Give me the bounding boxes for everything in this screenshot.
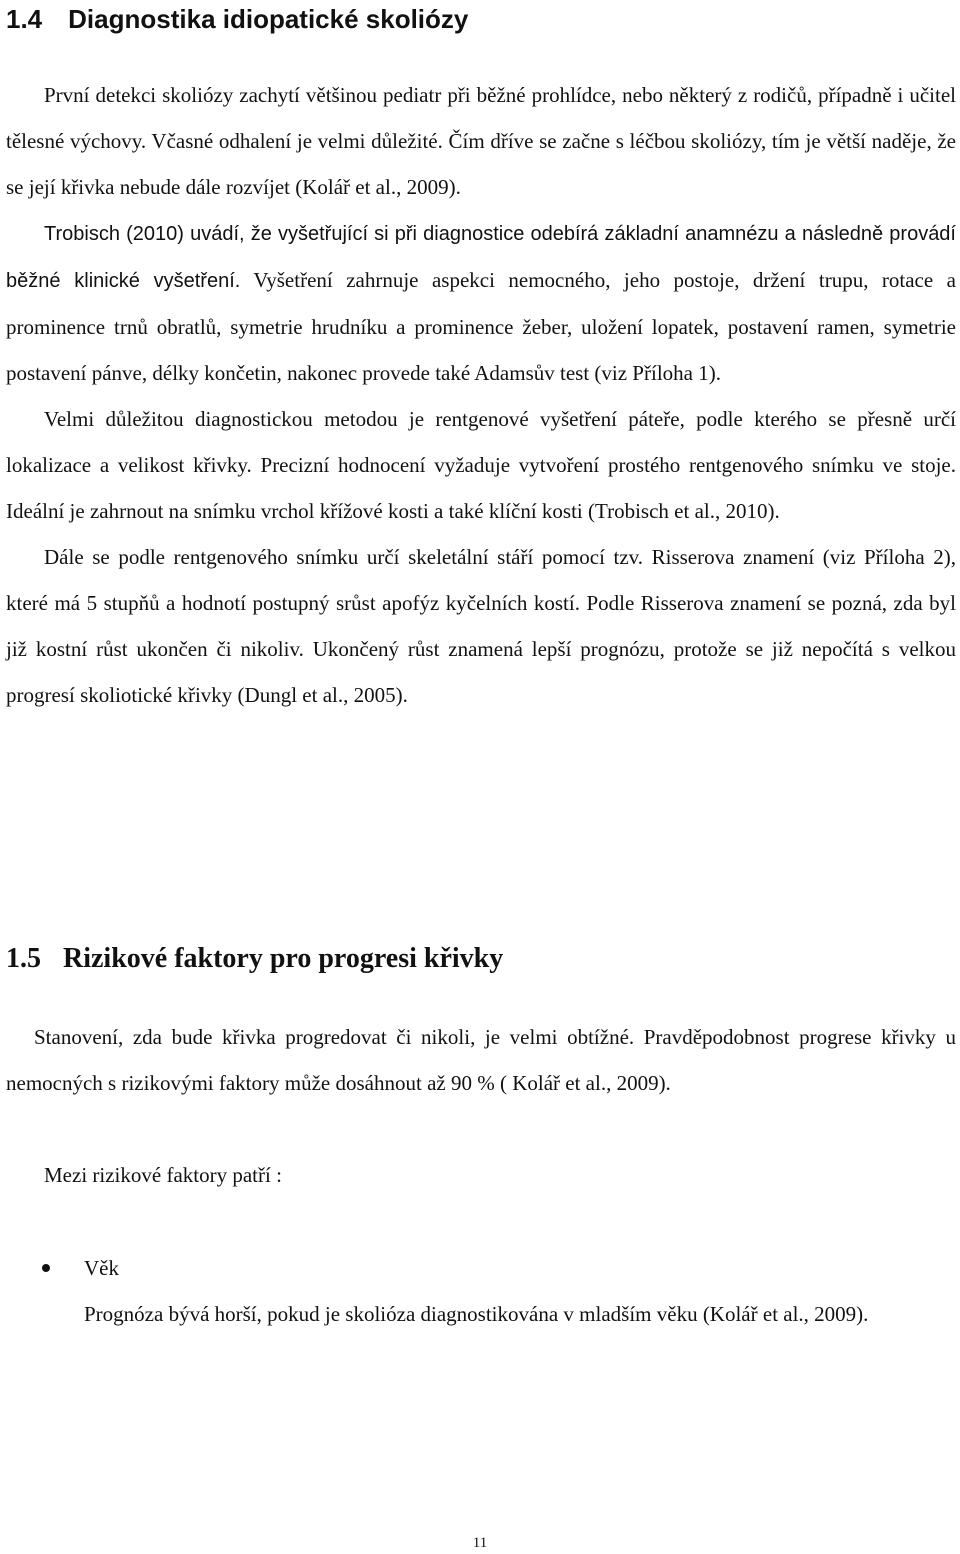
section-heading-1-4 (6, 2, 468, 36)
section-title: Rizikové faktory pro progresi křivky (63, 943, 504, 974)
paragraph: Dále se podle rentgenového snímku určí skeletální stáří pomocí tzv. Risserova znamení (viz Příloha 2), které má 5 stupňů a hodnotí postupný srůst apofýz kyčelních kostí. Podle Risserova znamení se pozná, zda byl již kostní růst ukončen či nikoliv. Ukončený růst znamená lepší prognózu, protože se již nepočítá s velkou progresí skoliotické křivky (Dungl et al., 2005). (6, 545, 956, 707)
bullet-icon (42, 1264, 50, 1272)
paragraph: První detekci skoliózy zachytí většinou pediatr při běžné prohlídce, nebo některý z rodičů, případně i učitel tělesné výchovy. Včasné odhalení je velmi důležité. Čím dříve se začne s léčbou skoliózy, tím je větší naděje, že se její křivka nebude dále rozvíjet (Kolář et al., 2009). (6, 83, 956, 199)
section-title: Diagnostika idiopatické skoliózy (68, 4, 469, 34)
section-number: 1.5 (6, 943, 41, 974)
section-1-4-body (6, 72, 956, 718)
page-number: 11 (472, 1535, 488, 1551)
paragraph: Stanovení, zda bude křivka progredovat či nikoli, je velmi obtížné. Pravděpodobnost progrese křivky u nemocných s rizikovými faktory může dosáhnout až 90 % ( Kolář et al., 2009). (6, 1025, 956, 1095)
paragraph (6, 210, 956, 396)
paragraph-part: Trobisch (2010) uvádí, že vyšetřující si při diagnostice odebírá základní anamnézu a následně provádí běžné klinické vyšetření. (6, 223, 956, 292)
paragraph-part: Vyšetření zahrnuje aspekci nemocného, jeho postoje, držení trupu, rotace a prominence trnů obratlů, symetrie hrudníku a prominence žeber, uložení lopatek, postavení ramen, symetrie postavení pánve, délky končetin, nakonec provede také Adamsův test (viz Příloha 1). (6, 268, 956, 385)
list-item-text: Prognóza bývá horší, pokud je skolióza diagnostikována v mladším věku (Kolář et al., 2009). (84, 1302, 869, 1326)
section-number: 1.4 (6, 4, 43, 34)
paragraph: Velmi důležitou diagnostickou metodou je rentgenové vyšetření páteře, podle kterého se přesně určí lokalizace a velikost křivky. Precizní hodnocení vyžaduje vytvoření prostého rentgenového snímku ve stoje. Ideální je zahrnout na snímku vrchol křížové kosti a také klíční kosti (Trobisch et al., 2010). (6, 407, 956, 523)
paragraph: Mezi rizikové faktory patří : (44, 1163, 282, 1187)
section-heading-1-5 (6, 941, 503, 977)
list-item-label: Věk (84, 1256, 119, 1280)
list-item (6, 1245, 956, 1337)
risk-factor-list (6, 1245, 956, 1337)
section-1-5-body (6, 1014, 956, 1337)
